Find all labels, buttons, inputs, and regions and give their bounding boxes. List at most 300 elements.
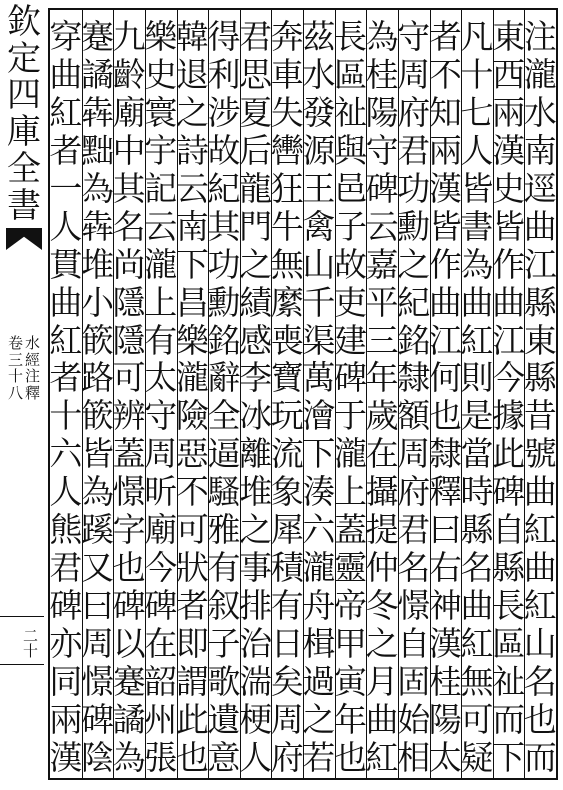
text-char: 字	[112, 510, 146, 550]
text-char: 碑	[112, 586, 146, 626]
text-char: 蓋	[333, 510, 367, 550]
text-char: 日	[270, 624, 304, 663]
text-char: 周	[80, 624, 114, 663]
text-char: 帝	[333, 586, 367, 626]
text-char: 瀧	[144, 244, 178, 284]
text-char: 牛	[270, 206, 304, 246]
text-char: 故	[207, 130, 241, 170]
text-char: 辨	[112, 396, 146, 436]
text-char: 叙	[207, 586, 241, 626]
text-char: 可	[175, 510, 209, 550]
text-char: 陰	[80, 737, 114, 777]
text-char: 奔	[270, 17, 304, 56]
text-char: 曲	[49, 54, 83, 94]
book-title-char: 四	[7, 75, 41, 116]
text-char: 紀	[397, 282, 431, 322]
text-frame	[48, 8, 558, 780]
text-char: 篏	[80, 396, 114, 436]
text-char: 守	[144, 396, 178, 436]
text-char: 相	[397, 737, 431, 777]
text-char: 排	[239, 586, 273, 626]
text-char: 曰	[428, 510, 462, 550]
text-char: 譎	[80, 54, 114, 94]
text-char: 犇	[80, 92, 114, 132]
text-char: 廟	[112, 92, 146, 132]
text-char: 建	[333, 320, 367, 360]
text-char: 退	[175, 54, 209, 94]
text-char: 車	[270, 54, 304, 94]
text-char: 嘉	[365, 244, 399, 284]
text-char: 治	[239, 624, 273, 663]
text-char: 事	[239, 548, 273, 588]
text-char: 下	[302, 434, 336, 474]
text-char: 皆	[492, 206, 526, 246]
text-char: 銘	[397, 320, 431, 360]
text-char: 寶	[270, 358, 304, 398]
text-char: 轡	[270, 130, 304, 170]
text-char: 曲	[428, 282, 462, 322]
text-char: 可	[112, 358, 146, 398]
text-char: 隱	[112, 320, 146, 360]
text-char: 感	[239, 320, 273, 360]
text-char: 名	[523, 661, 557, 701]
text-char: 州	[144, 699, 178, 739]
text-char: 六	[49, 434, 83, 474]
text-char: 年	[365, 358, 399, 398]
text-char: 千	[302, 282, 336, 322]
text-char: 紀	[207, 168, 241, 208]
text-char: 據	[492, 396, 526, 436]
text-char: 桂	[428, 661, 462, 701]
text-char: 穿	[49, 17, 83, 56]
text-char: 辭	[207, 358, 241, 398]
text-char: 寰	[144, 92, 178, 132]
text-char: 中	[112, 130, 146, 170]
text-char: 書	[460, 206, 494, 246]
text-char: 漢	[492, 130, 526, 170]
text-char: 碑	[492, 472, 526, 512]
text-char: 隸	[397, 358, 431, 398]
text-char: 十	[460, 54, 494, 94]
text-char: 全	[207, 396, 241, 436]
fishtail-mark-icon	[6, 228, 42, 250]
text-char: 漢	[428, 624, 462, 663]
text-char: 君	[239, 17, 273, 56]
text-char: 逼	[207, 434, 241, 474]
text-char: 之	[175, 92, 209, 132]
text-char: 萬	[302, 358, 336, 398]
text-char: 韓	[175, 17, 209, 56]
text-char: 云	[175, 168, 209, 208]
text-char: 尚	[112, 244, 146, 284]
text-char: 碑	[49, 586, 83, 626]
text-char: 騷	[207, 472, 241, 512]
text-char: 曲	[365, 699, 399, 739]
text-char: 南	[523, 130, 557, 170]
text-char: 祉	[333, 92, 367, 132]
text-char: 茲	[302, 17, 336, 56]
text-char: 三	[365, 320, 399, 360]
text-char: 周	[144, 434, 178, 474]
text-char: 又	[80, 548, 114, 588]
text-char: 昌	[175, 282, 209, 322]
text-char: 周	[270, 699, 304, 739]
text-char: 樂	[144, 17, 178, 56]
text-char: 狂	[270, 168, 304, 208]
text-char: 桂	[365, 54, 399, 94]
text-char: 縣	[523, 358, 557, 398]
text-char: 自	[492, 510, 526, 550]
text-char: 今	[144, 548, 178, 588]
text-char: 皆	[80, 434, 114, 474]
text-char: 云	[144, 206, 178, 246]
text-char: 當	[460, 434, 494, 474]
text-char: 山	[523, 624, 557, 663]
text-char: 神	[428, 586, 462, 626]
text-char: 勳	[397, 206, 431, 246]
text-char: 有	[270, 586, 304, 626]
text-char: 史	[492, 168, 526, 208]
text-char: 小	[80, 282, 114, 322]
text-char: 攝	[365, 472, 399, 512]
text-char: 記	[144, 168, 178, 208]
text-char: 積	[270, 548, 304, 588]
text-char: 之	[365, 624, 399, 663]
text-char: 此	[175, 699, 209, 739]
text-char: 周	[397, 54, 431, 94]
text-char: 始	[397, 699, 431, 739]
text-char: 于	[333, 396, 367, 436]
text-char: 歲	[365, 396, 399, 436]
text-char: 舟	[302, 586, 336, 626]
text-column	[38, 17, 94, 777]
text-char: 瀧	[333, 434, 367, 474]
text-char: 若	[302, 737, 336, 777]
text-char: 紅	[460, 320, 494, 360]
text-char: 縣	[460, 510, 494, 550]
text-char: 瀧	[523, 54, 557, 94]
text-char: 過	[302, 661, 336, 701]
text-char: 有	[144, 320, 178, 360]
text-char: 兩	[428, 130, 462, 170]
text-char: 湊	[302, 472, 336, 512]
text-char: 得	[207, 17, 241, 56]
text-char: 山	[302, 244, 336, 284]
book-title-char: 書	[7, 185, 41, 226]
text-char: 漢	[49, 737, 83, 777]
text-char: 以	[112, 624, 146, 663]
text-char: 上	[144, 282, 178, 322]
text-char: 云	[365, 206, 399, 246]
text-char: 子	[333, 206, 367, 246]
text-char: 隱	[112, 282, 146, 322]
text-char: 下	[175, 244, 209, 284]
text-char: 府	[270, 737, 304, 777]
text-char: 龍	[239, 168, 273, 208]
text-char: 名	[460, 548, 494, 588]
text-char: 之	[302, 699, 336, 739]
text-char: 勳	[207, 282, 241, 322]
text-char: 碑	[144, 586, 178, 626]
text-char: 碑	[80, 699, 114, 739]
text-char: 知	[428, 92, 462, 132]
text-char: 為	[365, 17, 399, 56]
text-char: 堆	[239, 472, 273, 512]
text-char: 憬	[397, 586, 431, 626]
book-label-char: 經	[25, 350, 41, 369]
text-char: 吏	[333, 282, 367, 322]
text-char: 堆	[80, 244, 114, 284]
text-char: 人	[460, 130, 494, 170]
text-char: 祉	[492, 661, 526, 701]
text-char: 蹇	[80, 17, 114, 56]
text-char: 皆	[428, 206, 462, 246]
text-char: 涉	[207, 92, 241, 132]
text-char: 在	[144, 624, 178, 663]
text-char: 張	[144, 737, 178, 777]
text-char: 自	[397, 624, 431, 663]
book-title-char: 欽	[7, 2, 41, 42]
text-char: 是	[460, 396, 494, 436]
text-char: 逕	[523, 168, 557, 208]
text-char: 亦	[49, 624, 83, 663]
text-char: 疑	[460, 737, 494, 777]
text-char: 人	[49, 472, 83, 512]
text-char: 君	[397, 510, 431, 550]
text-char: 也	[112, 548, 146, 588]
text-char: 貫	[49, 244, 83, 284]
text-char: 兩	[49, 699, 83, 739]
text-char: 源	[302, 130, 336, 170]
page-number: 二十	[21, 628, 39, 658]
text-char: 江	[428, 320, 462, 360]
text-char: 紅	[49, 320, 83, 360]
text-char: 也	[175, 737, 209, 777]
text-char: 隸	[428, 434, 462, 474]
text-char: 歌	[207, 661, 241, 701]
text-char: 蹇	[112, 661, 146, 701]
text-char: 曲	[523, 472, 557, 512]
text-char: 冰	[239, 396, 273, 436]
text-char: 喪	[270, 320, 304, 360]
text-char: 縣	[523, 282, 557, 322]
text-char: 江	[492, 320, 526, 360]
text-char: 曲	[49, 282, 83, 322]
text-char: 篏	[80, 320, 114, 360]
text-char: 澮	[302, 396, 336, 436]
text-char: 宇	[144, 130, 178, 170]
text-char: 縣	[492, 548, 526, 588]
text-char: 遺	[207, 699, 241, 739]
text-char: 王	[302, 168, 336, 208]
text-char: 利	[207, 54, 241, 94]
text-char: 瀧	[175, 358, 209, 398]
text-char: 皆	[460, 168, 494, 208]
text-char: 靈	[333, 548, 367, 588]
text-char: 東	[492, 17, 526, 56]
text-char: 區	[333, 54, 367, 94]
text-char: 不	[428, 54, 462, 94]
text-char: 之	[239, 244, 273, 284]
text-char: 思	[239, 54, 273, 94]
text-char: 也	[333, 737, 367, 777]
text-char: 渠	[302, 320, 336, 360]
text-char: 之	[397, 244, 431, 284]
text-char: 守	[397, 17, 431, 56]
text-char: 區	[492, 624, 526, 663]
text-char: 憬	[112, 472, 146, 512]
text-char: 即	[175, 624, 209, 663]
text-char: 梗	[239, 699, 273, 739]
text-char: 紅	[460, 624, 494, 663]
text-char: 邑	[333, 168, 367, 208]
text-char: 之	[239, 510, 273, 550]
text-char: 曲	[523, 548, 557, 588]
book-label-char: 注	[25, 367, 41, 385]
volume-char: 卷	[7, 334, 23, 352]
text-char: 月	[365, 661, 399, 701]
text-char: 者	[49, 358, 83, 398]
text-char: 一	[49, 168, 83, 208]
text-char: 縻	[270, 282, 304, 322]
text-char: 功	[207, 244, 241, 284]
text-char: 犇	[80, 206, 114, 246]
text-char: 作	[428, 244, 462, 284]
text-char: 碑	[365, 168, 399, 208]
text-char: 楫	[302, 624, 336, 663]
text-char: 人	[239, 737, 273, 777]
text-char: 作	[492, 244, 526, 284]
text-char: 為	[80, 168, 114, 208]
text-char: 紅	[49, 92, 83, 132]
text-char: 發	[302, 92, 336, 132]
book-title-char: 定	[7, 38, 41, 79]
text-char: 注	[523, 17, 557, 56]
book-label-char: 水	[25, 334, 41, 352]
text-char: 上	[333, 472, 367, 512]
text-char: 曲	[492, 282, 526, 322]
text-char: 廟	[144, 510, 178, 550]
text-char: 狀	[175, 548, 209, 588]
text-char: 惡	[175, 434, 209, 474]
text-char: 犀	[270, 510, 304, 550]
text-char: 玩	[270, 396, 304, 436]
text-char: 下	[492, 737, 526, 777]
text-char: 樂	[175, 320, 209, 360]
text-char: 守	[365, 130, 399, 170]
text-char: 固	[397, 661, 431, 701]
text-char: 而	[523, 737, 557, 777]
volume-char: 三	[7, 350, 23, 369]
text-char: 銘	[207, 320, 241, 360]
text-char: 曲	[460, 282, 494, 322]
text-char: 仲	[365, 548, 399, 588]
text-char: 水	[523, 92, 557, 132]
text-char: 雅	[207, 510, 241, 550]
text-char: 九	[112, 17, 146, 56]
text-char: 名	[397, 548, 431, 588]
text-char: 門	[239, 206, 273, 246]
text-char: 曰	[80, 586, 114, 626]
text-char: 右	[428, 548, 462, 588]
text-char: 者	[428, 17, 462, 56]
text-char: 齡	[112, 54, 146, 94]
text-char: 陽	[428, 699, 462, 739]
text-char: 長	[333, 17, 367, 56]
text-char: 府	[397, 472, 431, 512]
text-char: 流	[270, 434, 304, 474]
text-char: 韶	[144, 661, 178, 701]
text-char: 為	[112, 737, 146, 777]
text-char: 七	[460, 92, 494, 132]
text-char: 額	[397, 396, 431, 436]
text-char: 而	[492, 699, 526, 739]
text-char: 府	[397, 92, 431, 132]
text-char: 有	[207, 548, 241, 588]
book-title-char: 庫	[7, 112, 41, 153]
text-char: 蓋	[112, 434, 146, 474]
volume-char: 八	[7, 383, 23, 402]
text-char: 故	[333, 244, 367, 284]
text-char: 熊	[49, 510, 83, 550]
text-char: 寅	[333, 661, 367, 701]
text-char: 路	[80, 358, 114, 398]
text-char: 平	[365, 282, 399, 322]
text-char: 績	[239, 282, 273, 322]
text-char: 曲	[523, 206, 557, 246]
text-char: 何	[428, 358, 462, 398]
text-char: 其	[207, 206, 241, 246]
text-char: 十	[49, 396, 83, 436]
text-char: 也	[523, 699, 557, 739]
text-char: 史	[144, 54, 178, 94]
text-char: 者	[49, 130, 83, 170]
text-char: 昕	[144, 472, 178, 512]
text-char: 同	[49, 661, 83, 701]
text-char: 號	[523, 434, 557, 474]
text-char: 憬	[80, 661, 114, 701]
text-char: 也	[428, 396, 462, 436]
text-char: 無	[270, 244, 304, 284]
text-char: 長	[492, 586, 526, 626]
text-char: 夏	[239, 92, 273, 132]
text-char: 則	[460, 358, 494, 398]
text-char: 紅	[523, 510, 557, 550]
text-char: 無	[460, 661, 494, 701]
text-char: 可	[460, 699, 494, 739]
text-char: 湍	[239, 661, 273, 701]
text-char: 詩	[175, 130, 209, 170]
text-char: 紅	[523, 586, 557, 626]
text-char: 曲	[460, 586, 494, 626]
text-char: 水	[302, 54, 336, 94]
text-char: 譎	[112, 699, 146, 739]
text-char: 失	[270, 92, 304, 132]
text-char: 其	[112, 168, 146, 208]
text-char: 年	[333, 699, 367, 739]
volume-char: 十	[7, 367, 23, 385]
text-char: 紅	[365, 737, 399, 777]
text-char: 江	[523, 244, 557, 284]
text-char: 南	[175, 206, 209, 246]
text-char: 子	[207, 624, 241, 663]
text-char: 意	[207, 737, 241, 777]
text-char: 為	[80, 472, 114, 512]
text-char: 西	[492, 54, 526, 94]
text-char: 太	[428, 737, 462, 777]
text-char: 甲	[333, 624, 367, 663]
text-char: 六	[302, 510, 336, 550]
